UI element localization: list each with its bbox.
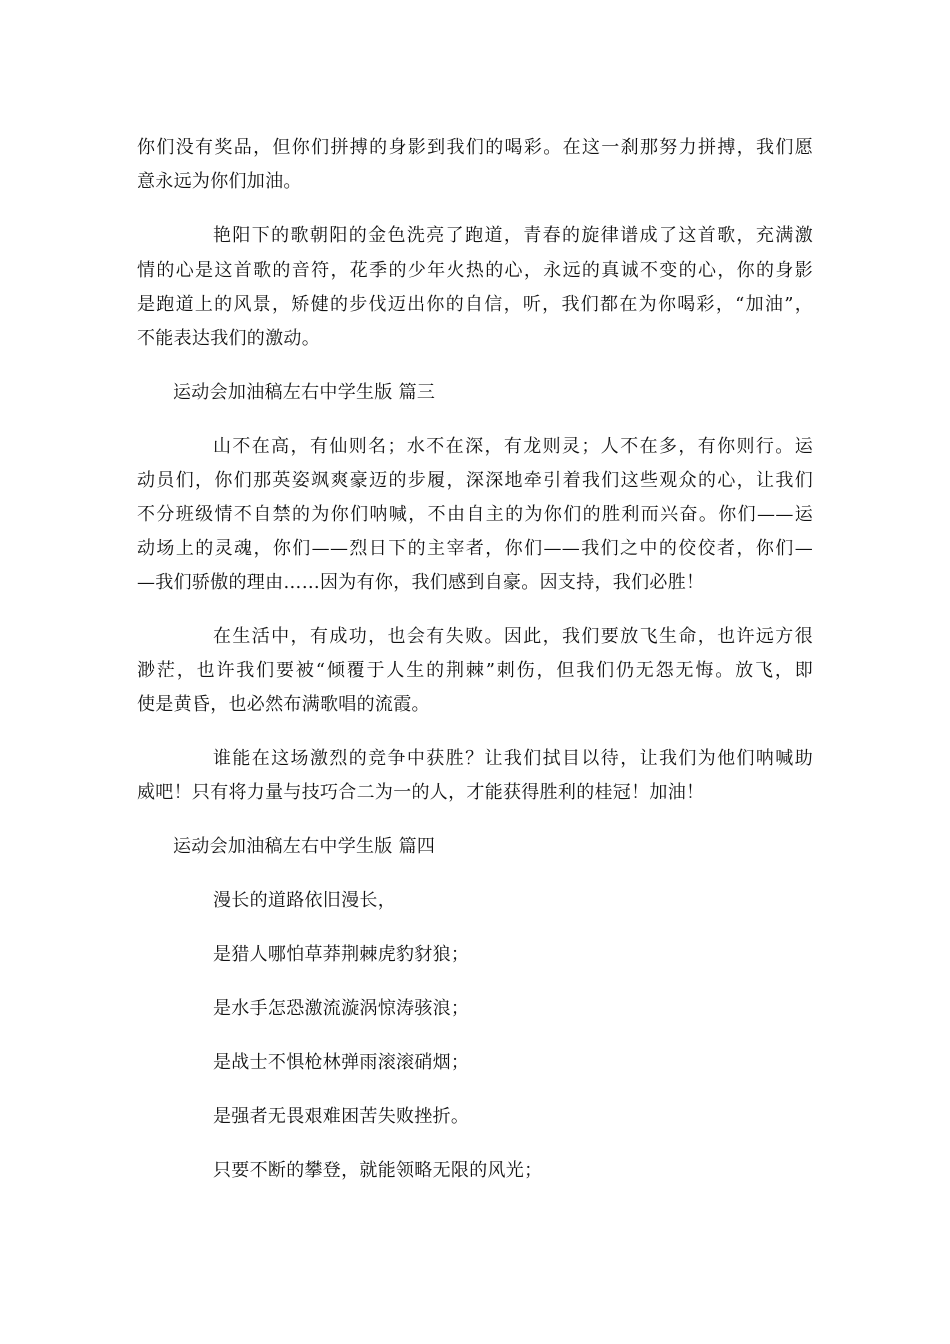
paragraph-line: 意永远为你们加油。: [137, 171, 302, 192]
paragraph-line: 情的心是这首歌的音符，花季的少年火热的心，永远的真诚不变的心，你的身影: [137, 260, 813, 281]
paragraph-line: 动员们，你们那英姿飒爽豪迈的步履，深深地牵引着我们这些观众的心，让我们: [137, 470, 813, 491]
section-heading: 运动会加油稿左右中学生版 篇三: [173, 382, 436, 403]
verse-line: 是强者无畏艰难困苦失败挫折。: [213, 1106, 470, 1127]
verse-line: 是战士不惧枪林弹雨滚滚硝烟；: [213, 1052, 470, 1073]
paragraph-line: 不分班级情不自禁的为你们呐喊，不由自主的为你们的胜利而兴奋。你们——运: [137, 504, 813, 525]
paragraph-line: 谁能在这场激烈的竞争中获胜？让我们拭目以待，让我们为他们呐喊助: [213, 748, 813, 769]
section-heading: 运动会加油稿左右中学生版 篇四: [173, 836, 436, 857]
paragraph-line: 艳阳下的歌朝阳的金色洗亮了跑道，青春的旋律谱成了这首歌，充满激: [213, 225, 813, 246]
paragraph-line: 山不在高，有仙则名；水不在深，有龙则灵；人不在多，有你则行。运: [213, 436, 813, 457]
paragraph-line: 使是黄昏，也必然布满歌唱的流霞。: [137, 694, 430, 715]
paragraph-line: 你们没有奖品，但你们拼搏的身影到我们的喝彩。在这一刹那努力拼搏，我们愿: [137, 137, 813, 158]
paragraph-line: 不能表达我们的激动。: [137, 328, 320, 349]
paragraph-line: —我们骄傲的理由……因为有你，我们感到自豪。因支持，我们必胜！: [137, 572, 705, 593]
paragraph-line: 渺茫，也许我们要被“倾覆于人生的荆棘”刺伤，但我们仍无怨无悔。放飞，即: [137, 660, 813, 681]
verse-line: 是猎人哪怕草莽荆棘虎豹豺狼；: [213, 944, 470, 965]
paragraph-line: 动场上的灵魂，你们——烈日下的主宰者，你们——我们之中的佼佼者，你们—: [137, 538, 813, 559]
paragraph-line: 在生活中，有成功，也会有失败。因此，我们要放飞生命，也许远方很: [213, 626, 813, 647]
verse-line: 是水手怎恐激流漩涡惊涛骇浪；: [213, 998, 470, 1019]
paragraph-line: 是跑道上的风景，矫健的步伐迈出你的自信，听，我们都在为你喝彩，“加油”，: [137, 294, 813, 315]
verse-line: 漫长的道路依旧漫长，: [213, 890, 396, 911]
verse-line: 只要不断的攀登，就能领略无限的风光；: [213, 1160, 543, 1181]
paragraph-line: 威吧！只有将力量与技巧合二为一的人，才能获得胜利的桂冠！加油！: [137, 782, 705, 803]
